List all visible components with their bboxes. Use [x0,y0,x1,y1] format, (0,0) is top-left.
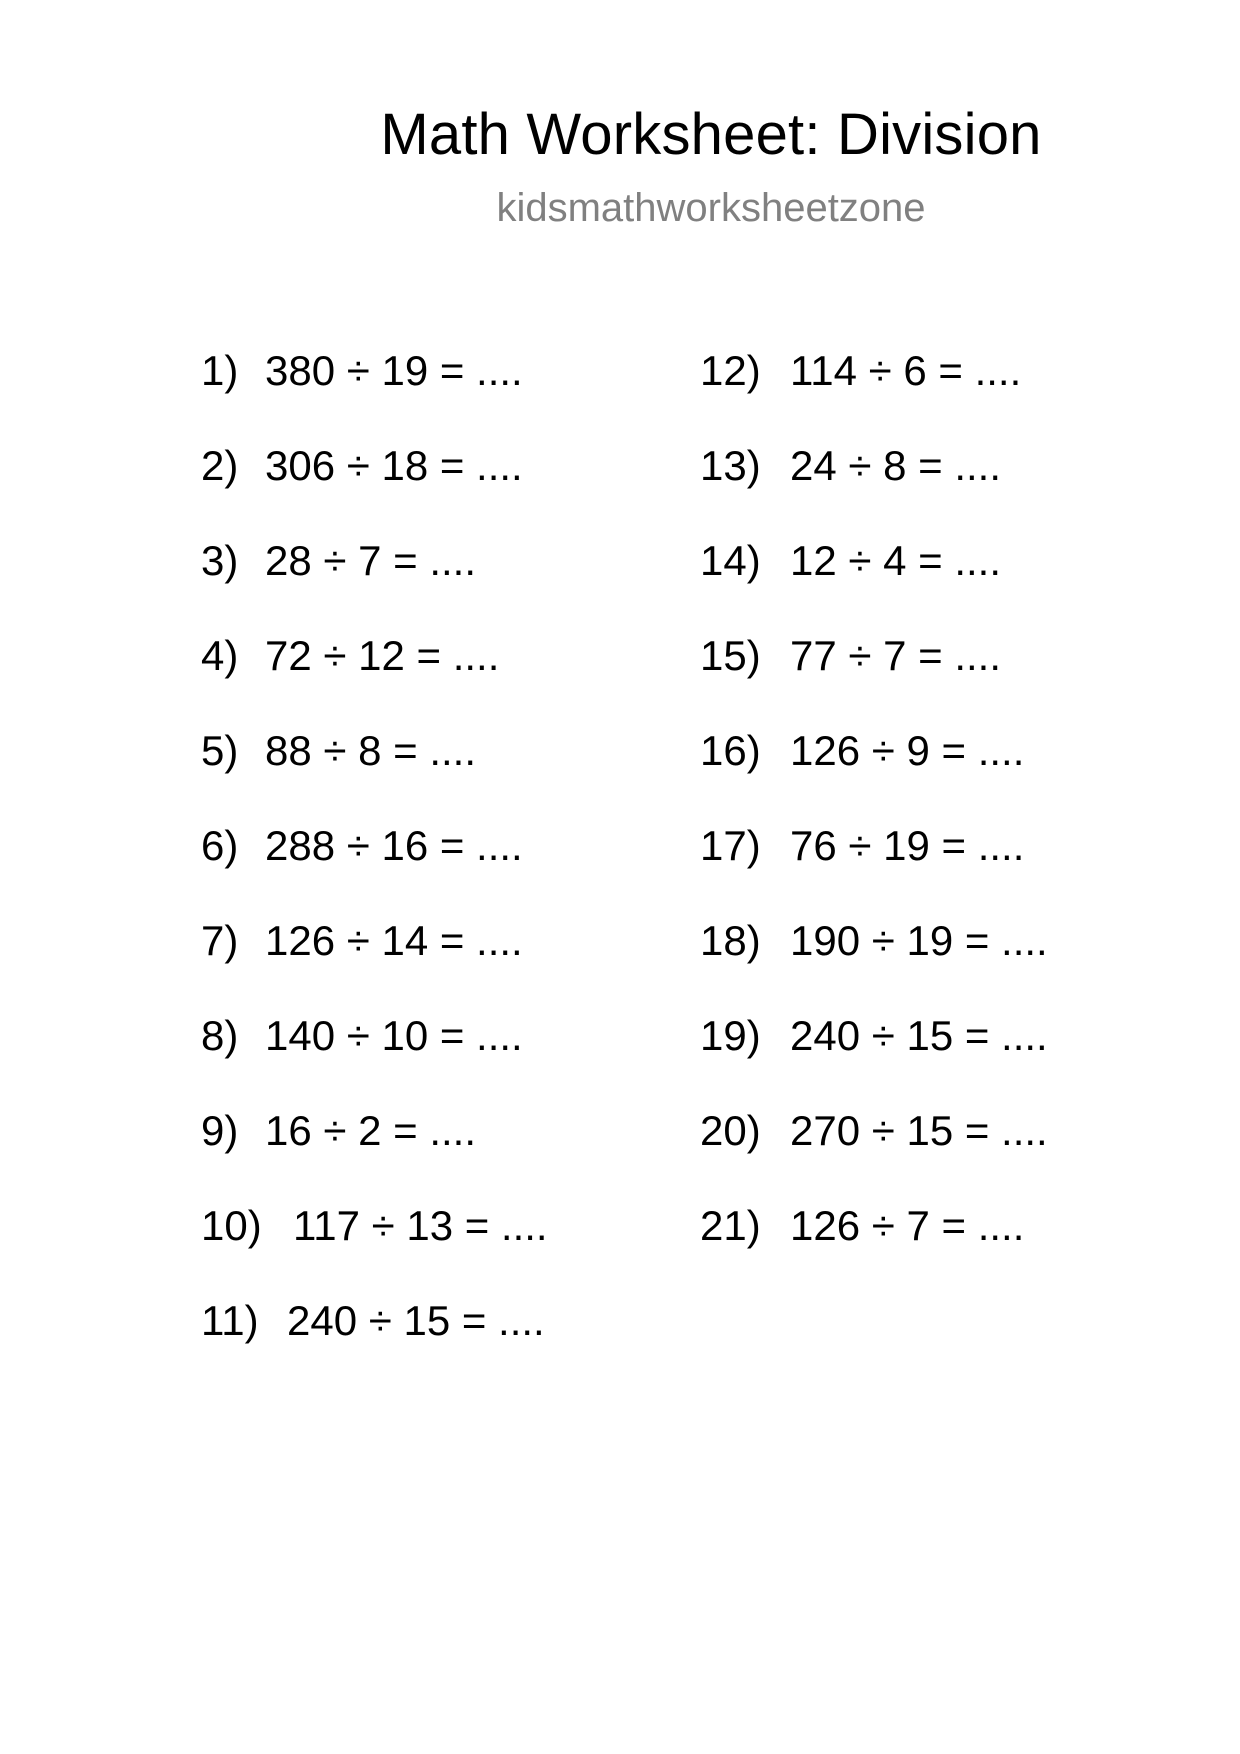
problem-expression: 306 ÷ 18 = .... [265,442,523,489]
problem-item [201,916,548,1011]
problem-number: 9) [201,1107,239,1154]
problem-number: 18) [700,917,761,964]
problem-item [201,441,548,536]
problem-number: 7) [201,917,239,964]
problem-item [700,916,1048,1011]
problem-item [201,726,548,821]
problem-expression: 114 ÷ 6 = .... [790,347,1022,394]
problem-number: 12) [700,347,761,394]
problem-number: 6) [201,822,239,869]
problem-number: 8) [201,1012,239,1059]
problem-expression: 24 ÷ 8 = .... [790,442,1002,489]
problem-expression: 76 ÷ 19 = .... [790,822,1025,869]
problem-item [700,821,1048,916]
problem-item [700,1106,1048,1201]
problem-number: 15) [700,632,761,679]
problem-number: 17) [700,822,761,869]
problem-expression: 12 ÷ 4 = .... [790,537,1002,584]
problem-number: 13) [700,442,761,489]
problem-item [201,1296,548,1391]
problems-column-left [201,346,548,1391]
problem-item [700,1201,1048,1296]
problem-expression: 240 ÷ 15 = .... [790,1012,1048,1059]
problem-number: 20) [700,1107,761,1154]
problem-item [700,631,1048,726]
problem-number: 21) [700,1202,761,1249]
problem-expression: 28 ÷ 7 = .... [265,537,477,584]
problem-number: 10) [201,1202,262,1249]
problem-number: 1) [201,347,239,394]
problem-expression: 190 ÷ 19 = .... [790,917,1048,964]
problems-column-right [700,346,1048,1296]
problem-number: 4) [201,632,239,679]
problem-expression: 126 ÷ 7 = .... [790,1202,1025,1249]
site-name: kidsmathworksheetzone [496,186,926,230]
problem-item [201,1011,548,1106]
problem-item [201,536,548,631]
problem-item [700,441,1048,536]
problem-expression: 126 ÷ 14 = .... [265,917,523,964]
problem-item [700,346,1048,441]
problem-expression: 72 ÷ 12 = .... [265,632,500,679]
problem-item [700,1011,1048,1106]
problem-expression: 288 ÷ 16 = .... [265,822,523,869]
problem-expression: 380 ÷ 19 = .... [265,347,523,394]
problem-item [201,1106,548,1201]
problem-expression: 16 ÷ 2 = .... [265,1107,477,1154]
problem-number: 14) [700,537,761,584]
problem-number: 11) [201,1297,259,1344]
problem-item [700,536,1048,631]
problem-number: 19) [700,1012,761,1059]
problem-expression: 140 ÷ 10 = .... [265,1012,523,1059]
problem-item [700,726,1048,821]
problem-expression: 117 ÷ 13 = .... [293,1202,548,1249]
problem-expression: 88 ÷ 8 = .... [265,727,477,774]
problem-expression: 126 ÷ 9 = .... [790,727,1025,774]
problem-number: 2) [201,442,239,489]
problem-expression: 270 ÷ 15 = .... [790,1107,1048,1154]
problem-item [201,1201,548,1296]
problem-number: 16) [700,727,761,774]
page-title: Math Worksheet: Division [380,102,1042,167]
problem-expression: 77 ÷ 7 = .... [790,632,1002,679]
problem-item [201,821,548,916]
problem-number: 3) [201,537,239,584]
problem-number: 5) [201,727,239,774]
problem-expression: 240 ÷ 15 = .... [287,1297,545,1344]
problem-item [201,631,548,726]
problem-item [201,346,548,441]
